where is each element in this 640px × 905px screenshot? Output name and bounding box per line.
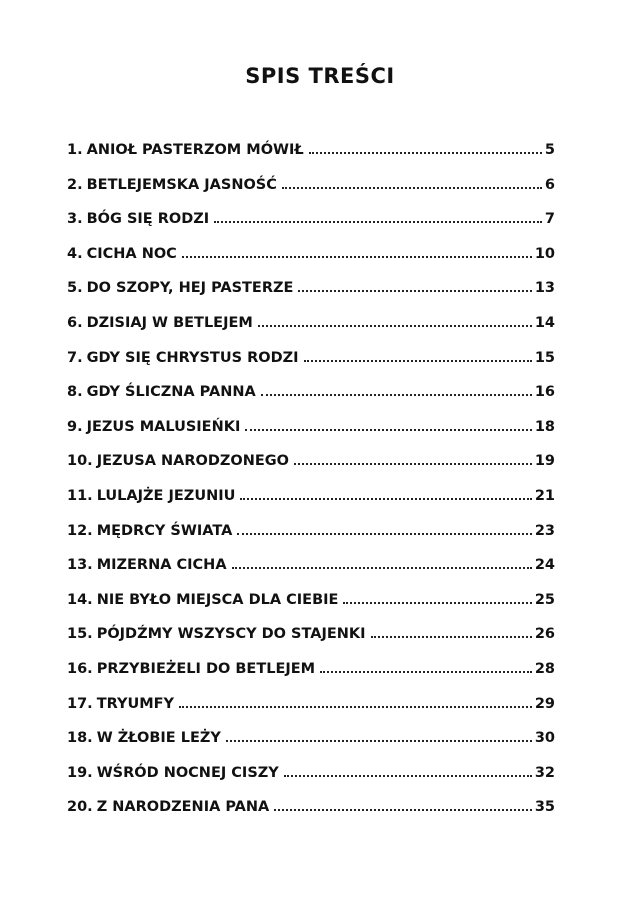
toc-dot-leader [179, 706, 532, 708]
toc-dot-leader [298, 290, 531, 292]
toc-dot-leader [182, 256, 532, 258]
toc-dot-leader [294, 463, 532, 465]
toc-entry-number: 19. [67, 764, 93, 781]
toc-entry-number: 17. [67, 695, 93, 712]
toc-entry-number: 9. [67, 418, 83, 435]
toc-entry [67, 246, 555, 281]
toc-entry-title: LULAJŻE JEZUNIU [96, 487, 236, 504]
toc-entry-number: 15. [67, 626, 93, 643]
toc-entry-page-number: 18 [534, 418, 555, 435]
toc-entry-number: 16. [67, 660, 93, 677]
toc-entry-page-number: 15 [534, 349, 555, 366]
toc-entry-title: GDY ŚLICZNA PANNA [86, 384, 256, 401]
toc-entry-title: TRYUMFY [96, 695, 175, 712]
toc-entry-title: BETLEJEMSKA JASNOŚĆ [86, 176, 277, 193]
toc-entry [67, 280, 555, 315]
toc-entry [67, 453, 555, 488]
toc-entry-page-number: 6 [544, 176, 555, 193]
toc-entry-title: JEZUS MALUSIEŃKI [86, 418, 241, 435]
toc-entry-page-number: 35 [534, 799, 555, 816]
toc-entry [67, 557, 555, 592]
toc-dot-leader [240, 498, 531, 500]
toc-entry [67, 350, 555, 385]
toc-entry-title: WŚRÓD NOCNEJ CISZY [96, 764, 279, 781]
toc-entry-page-number: 23 [534, 522, 555, 539]
toc-entry-number: 4. [67, 245, 83, 262]
toc-entry [67, 315, 555, 350]
toc-dot-leader [274, 809, 532, 811]
toc-entry-title: PÓJDŹMY WSZYSCY DO STAJENKI [96, 626, 366, 643]
toc-entry-number: 1. [67, 142, 83, 158]
toc-dot-leader [304, 360, 532, 362]
page-title: SPIS TREŚCI [245, 64, 395, 88]
toc-entry-title: NIE BYŁO MIEJSCA DLA CIEBIE [96, 591, 339, 608]
toc-entry-number: 14. [67, 591, 93, 608]
toc-entry-page-number: 7 [544, 211, 555, 228]
toc-entry-page-number: 14 [534, 314, 555, 331]
toc-dot-leader [232, 567, 532, 569]
toc-dot-leader [284, 775, 532, 777]
toc-entry [67, 799, 555, 834]
toc-dot-leader [237, 533, 531, 535]
toc-entry-page-number: 16 [534, 384, 555, 401]
toc-entry-page-number: 29 [534, 695, 555, 712]
toc-entry-page-number: 30 [534, 730, 555, 747]
toc-entry-page-number: 13 [534, 280, 555, 297]
toc-entry-page-number: 24 [534, 557, 555, 574]
toc-entry [67, 523, 555, 558]
toc-entry-title: JEZUSA NARODZONEGO [96, 453, 289, 470]
toc-entry-page-number: 21 [534, 487, 555, 504]
toc-entry-page-number: 25 [534, 591, 555, 608]
toc-entry-number: 8. [67, 384, 83, 401]
toc-entry [67, 384, 555, 419]
toc-entry-title: BÓG SIĘ RODZI [86, 211, 210, 228]
toc-entry-page-number: 32 [534, 764, 555, 781]
toc-entry-title: DO SZOPY, HEJ PASTERZE [86, 280, 294, 297]
toc-entry-title: GDY SIĘ CHRYSTUS RODZI [86, 349, 299, 366]
toc-entry-number: 20. [67, 799, 93, 816]
table-of-contents [67, 142, 555, 834]
toc-dot-leader [261, 394, 532, 396]
toc-entry [67, 626, 555, 661]
toc-entry [67, 177, 555, 212]
toc-entry-page-number: 10 [534, 245, 555, 262]
toc-entry-title: Z NARODZENIA PANA [96, 799, 270, 816]
toc-entry [67, 211, 555, 246]
toc-entry [67, 730, 555, 765]
toc-entry-title: MĘDRCY ŚWIATA [96, 522, 233, 539]
toc-entry-page-number: 5 [544, 142, 555, 158]
toc-dot-leader [343, 602, 531, 604]
toc-entry-page-number: 28 [534, 660, 555, 677]
toc-entry-number: 7. [67, 349, 83, 366]
toc-dot-leader [309, 152, 542, 154]
toc-dot-leader [226, 740, 532, 742]
toc-entry-title: W ŻŁOBIE LEŻY [96, 730, 221, 747]
toc-dot-leader [214, 221, 542, 223]
toc-dot-leader [258, 325, 532, 327]
toc-dot-leader [282, 187, 542, 189]
toc-entry-title: MIZERNA CICHA [96, 557, 227, 574]
toc-entry-title: ANIOŁ PASTERZOM MÓWIŁ [86, 142, 304, 158]
toc-entry-number: 18. [67, 730, 93, 747]
toc-entry [67, 696, 555, 731]
toc-entry-number: 12. [67, 522, 93, 539]
toc-entry [67, 488, 555, 523]
toc-entry-number: 13. [67, 557, 93, 574]
toc-entry-page-number: 26 [534, 626, 555, 643]
toc-entry [67, 592, 555, 627]
toc-entry [67, 661, 555, 696]
toc-entry-number: 10. [67, 453, 93, 470]
toc-entry-number: 11. [67, 487, 93, 504]
toc-entry-page-number: 19 [534, 453, 555, 470]
toc-dot-leader [320, 671, 532, 673]
toc-entry [67, 142, 555, 177]
toc-entry [67, 765, 555, 800]
toc-entry-title: DZISIAJ W BETLEJEM [86, 314, 253, 331]
toc-entry-number: 5. [67, 280, 83, 297]
toc-dot-leader [371, 636, 532, 638]
toc-entry [67, 419, 555, 454]
toc-entry-number: 3. [67, 211, 83, 228]
toc-entry-title: PRZYBIEŻELI DO BETLEJEM [96, 660, 316, 677]
toc-entry-title: CICHA NOC [86, 245, 177, 262]
toc-dot-leader [245, 429, 531, 431]
toc-entry-number: 6. [67, 314, 83, 331]
toc-entry-number: 2. [67, 176, 83, 193]
